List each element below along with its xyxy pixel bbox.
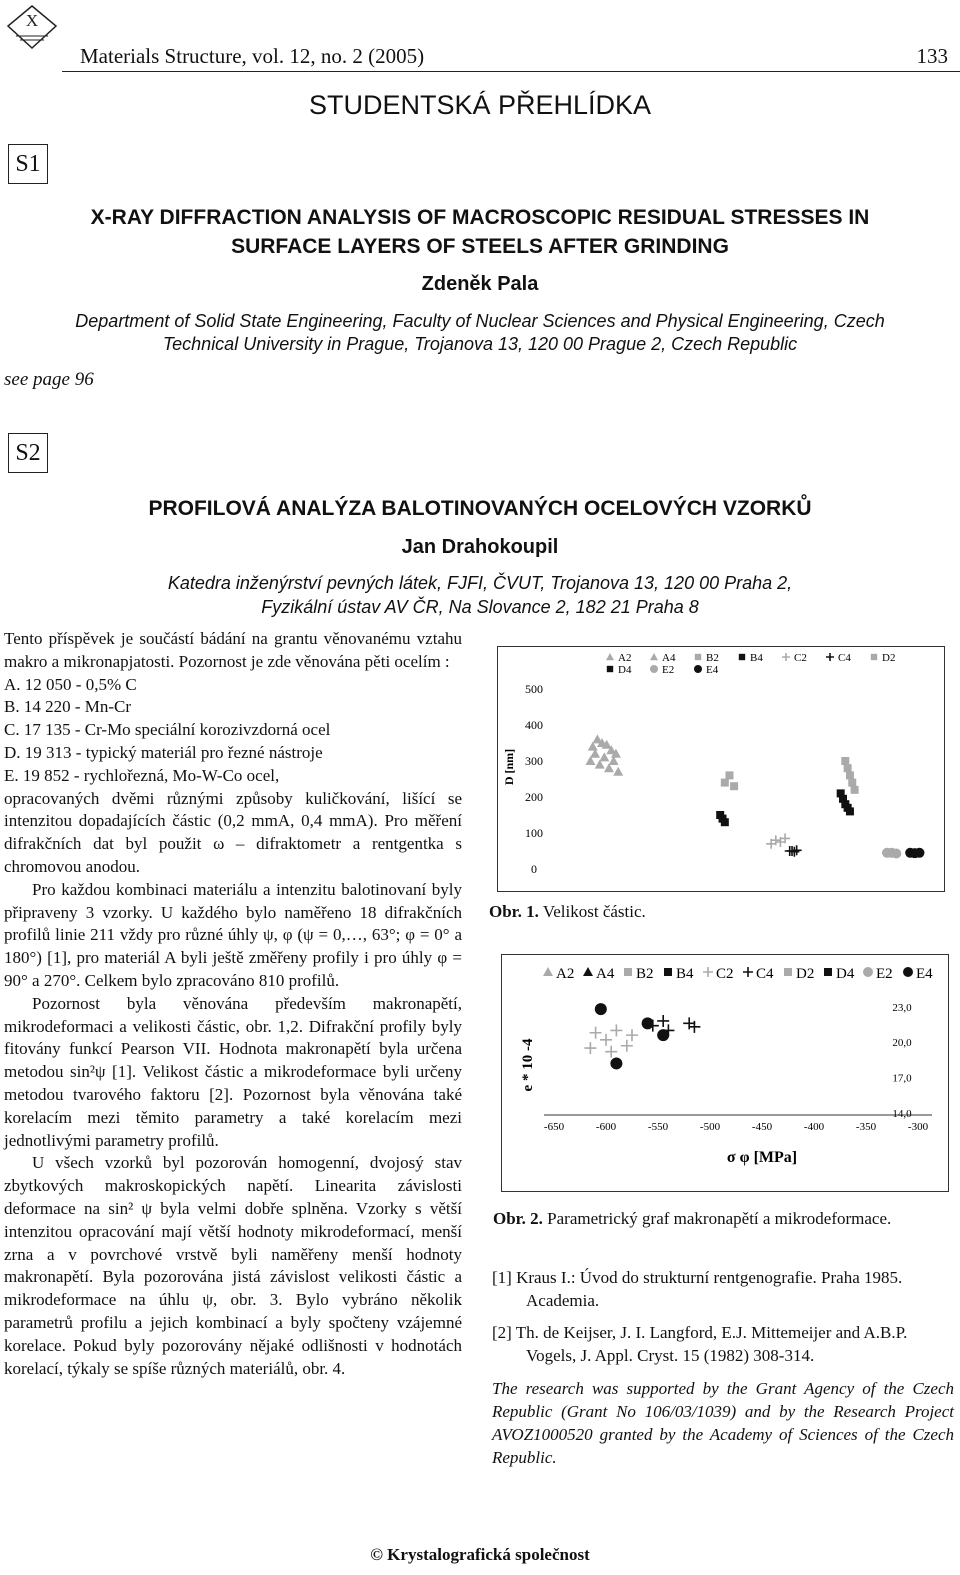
y-tick-label: 400 [525,718,543,732]
data-point [846,771,854,779]
s1-affil-line2: Technical University in Prague, Trojanova 13, 120 00 Prague 2, Czech Republic [162,334,798,354]
s1-affil-line1: Department of Solid State Engineering, Faculty of Nuclear Sciences and Physical Engineering, Czech [75,311,885,331]
data-point [792,845,802,855]
s1-affiliation [0,310,960,356]
s1-title-line2: SURFACE LAYERS OF STEELS AFTER GRINDING [231,235,729,258]
x-tick-label: -300 [907,1121,929,1133]
steel-item: E. 19 852 - rychlořezná, Mo-W-Co ocel, [4,765,280,785]
page-number: 133 [916,44,948,68]
x-tick-label: -450 [751,1121,773,1133]
legend-marker [607,666,613,672]
s1-label: S1 [8,144,48,184]
s2-affil-line1: Katedra inženýrství pevných látek, FJFI, ČVUT, Trojanova 13, 120 00 Praha 2, [167,573,793,593]
legend-label: A4 [596,966,615,982]
body-column [4,628,462,1380]
data-point [851,786,859,794]
data-point [584,1042,596,1054]
legend-marker [871,654,877,660]
steel-item: B. 14 220 - Mn-Cr [4,697,132,717]
s1-see-page: see page 96 [4,369,94,390]
data-point [626,1029,638,1041]
legend-label: C2 [716,966,734,982]
journal-title: Materials Structure, vol. 12, no. 2 (2005) [80,44,425,68]
header-rule [62,71,960,72]
legend-marker [543,967,553,976]
s2-affil-line2: Fyzikální ústav AV ČR, Na Slovance 2, 182 21 Praha 8 [261,597,699,617]
reference-item: [1] Kraus I.: Úvod do strukturní rentgenografie. Praha 1985. Academia. [492,1268,903,1310]
legend-marker [606,653,614,660]
legend-label: B4 [676,966,694,982]
paragraph-samples: Pro každou kombinaci materiálu a intenzitu balotinovaní byly připraveny 3 vzorky. U každého bylo naměřeno 18 difrakčních profilů linie 211 vždy pro různé úhly ψ, φ (ψ = 0,…, 63°; φ = 0° a 180°) [1], pro materiál A byli ještě změřeny profily i pro úhly φ = 90° a 270°. Celkem bylo zpracováno 810 profilů. [4,879,462,990]
stress-strain-chart [502,955,948,1191]
legend-marker [664,968,672,976]
x-tick-label: -600 [595,1121,617,1133]
data-point [721,818,729,826]
figure-2-text: Parametrický graf makronapětí a mikrodeformace. [542,1209,892,1228]
section-title: STUDENTSKÁ PŘEHLÍDKA [308,90,652,120]
figure-2-chart [501,954,949,1192]
legend-label: A2 [556,966,575,982]
legend-marker [694,665,702,673]
legend-label: D4 [618,664,632,676]
legend-marker [824,968,832,976]
legend-label: D2 [796,966,815,982]
y-tick-label: 200 [525,790,543,804]
y-tick-label: 23,0 [892,1001,912,1014]
y-tick-label: 17,0 [892,1072,912,1085]
legend-marker [695,654,701,660]
journal-logo [6,4,58,50]
steel-item: A. 12 050 - 0,5% C [4,674,137,694]
legend-label: E2 [876,966,893,982]
legend-marker [703,967,713,977]
data-point [657,1029,669,1041]
data-point [613,767,623,776]
data-point [841,757,849,765]
figure-2-caption [493,1209,891,1229]
data-point [721,779,729,787]
x-tick-label: -400 [803,1121,825,1133]
figure-1-caption [489,902,646,922]
y-tick-label: 14,0 [892,1108,912,1120]
legend-label: C4 [756,966,774,982]
particle-size-chart [498,647,944,891]
data-point [789,847,799,857]
data-point [844,764,852,772]
s1-author: Zdeněk Pala [421,273,539,295]
legend-marker [650,653,658,660]
paragraph-results: U všech vzorků byl pozorován homogenní, dvojosý stav zbytkových makroskopických napětí. Linearita závislosti deformace na sin² ψ byla velmi dobře splněna. Vzorky s větší intenzitou opracování mají větší hodnoty mikrodeformací, menší zrna a v povrchové vrstvě byli naměřeny menší hodnoty makronapětí. Byla pozorována jistá závislost velikosti částic a mikrodeformace na úhlu ψ, obr. 3. Bylo vybráno několik parametrů profilu a jejich kombinací a byly spočteny vzájemné korelace. Pokud byly pozorovány nějaké odlišnosti v hodnotách korelací, týkaly se spíše různých materiálů, obr. 4. [4,1153,462,1378]
data-point [610,1024,622,1036]
y-tick-label: 20,0 [892,1037,912,1050]
legend-label: B2 [706,652,719,664]
x-logo-icon [6,4,58,50]
data-point [610,1057,622,1069]
figure-1-number: Obr. 1. [489,902,539,921]
data-point [621,1040,633,1052]
data-point [848,779,856,787]
data-point [605,1046,617,1058]
y-tick-label: 300 [525,754,543,768]
x-tick-label: -650 [543,1121,565,1133]
data-point [600,1034,612,1046]
legend-marker [826,653,834,661]
data-point [595,1003,607,1015]
legend-marker [743,967,753,977]
y-tick-label: 500 [525,682,543,696]
paragraph-methods: opracovaných dvěmi různými způsoby kuličkování, lišící se intenzitou dopadajících částic (0,2 mmA, 0,4 mmA). Pro měření difrakčních dat byl použit ω – difraktometr a rentgentka s chromovou anodou. [4,788,462,876]
logo-letter: X [25,11,39,30]
y-axis-label: D [nm] [502,748,516,786]
legend-marker [739,654,745,660]
legend-label: B4 [750,652,763,664]
legend-label: A4 [662,652,676,664]
legend-marker [863,967,873,977]
data-point [642,1017,654,1029]
s2-affiliation [0,571,960,619]
steel-item: C. 17 135 - Cr-Mo speciální korozivzdorná ocel [4,720,331,740]
x-tick-label: -350 [855,1121,877,1133]
legend-label: D4 [836,966,855,982]
figure-1-chart [497,646,945,892]
legend-label: E4 [706,664,719,676]
legend-marker [903,967,913,977]
acknowledgement: The research was supported by the Grant Agency of the Czech Republic (Grant No 106/03/1039) and by the Research Project AVOZ1000520 granted by the Academy of Sciences of the Czech Republic. [492,1379,954,1467]
footer-copyright: © Krystalografická společnost [370,1545,590,1564]
x-tick-label: -550 [647,1121,669,1133]
legend-marker [624,968,632,976]
steel-item: D. 19 313 - typický materiál pro řezné nástroje [4,742,323,762]
figure-1-text: Velikost částic. [538,902,646,921]
legend-label: C4 [838,652,851,664]
s2-author: Jan Drahokoupil [401,536,559,558]
y-tick-label: 0 [531,862,537,876]
data-point [725,771,733,779]
s1-title-line1: X-RAY DIFFRACTION ANALYSIS OF MACROSCOPIC RESIDUAL STRESSES IN [90,206,870,229]
legend-label: E2 [662,664,675,676]
data-point [891,849,901,859]
legend-marker [784,968,792,976]
figure-2-number: Obr. 2. [493,1209,543,1228]
y-tick-label: 100 [525,826,543,840]
data-point [914,848,924,858]
paragraph-intro: Tento příspěvek je součástí bádání na grantu věnovanému vztahu makro a mikronapjatosti. Pozornost je zde věnována pěti ocelím : [4,629,462,671]
data-point [657,1015,669,1027]
legend-label: D2 [882,652,896,664]
data-point [590,1027,602,1039]
legend-label: C2 [794,652,807,664]
data-point [730,782,738,790]
legend-marker [583,967,593,976]
paragraph-analysis: Pozornost byla věnována především makronapětí, mikrodeformaci a velikosti částic, obr. 1,2. Difrakční profily byly fitovány funkcí Pearson VII. Hodnota makronapětí byla určena metodou sin²ψ [1]. Velikost částic a mikrodeformace byli určeny metodou tvarového faktoru [2]. Pozornost byla věnována také korelacím mezi těmito parametry a také korelacím mezi jednotlivými parametry profilů. [4,993,462,1150]
legend-marker [650,665,658,673]
data-point [846,807,854,815]
s1-title [0,203,960,261]
references [492,1266,952,1376]
x-axis-label: σ φ [MPa] [726,1149,798,1166]
legend-marker [782,653,790,661]
reference-item: [2] Th. de Keijser, J. I. Langford, E.J. Mittemeijer and A.B.P. Vogels, J. Appl. Cryst. 15 (1982) 308-314. [492,1323,908,1365]
s2-title: PROFILOVÁ ANALÝZA BALOTINOVANÝCH OCELOVÝCH VZORKŮ [148,497,812,520]
s2-label: S2 [8,433,48,473]
legend-label: B2 [636,966,654,982]
legend-label: E4 [916,966,933,982]
y-axis-label: e * 10 -4 [520,1038,536,1092]
x-tick-label: -500 [699,1121,721,1133]
legend-label: A2 [618,652,632,664]
